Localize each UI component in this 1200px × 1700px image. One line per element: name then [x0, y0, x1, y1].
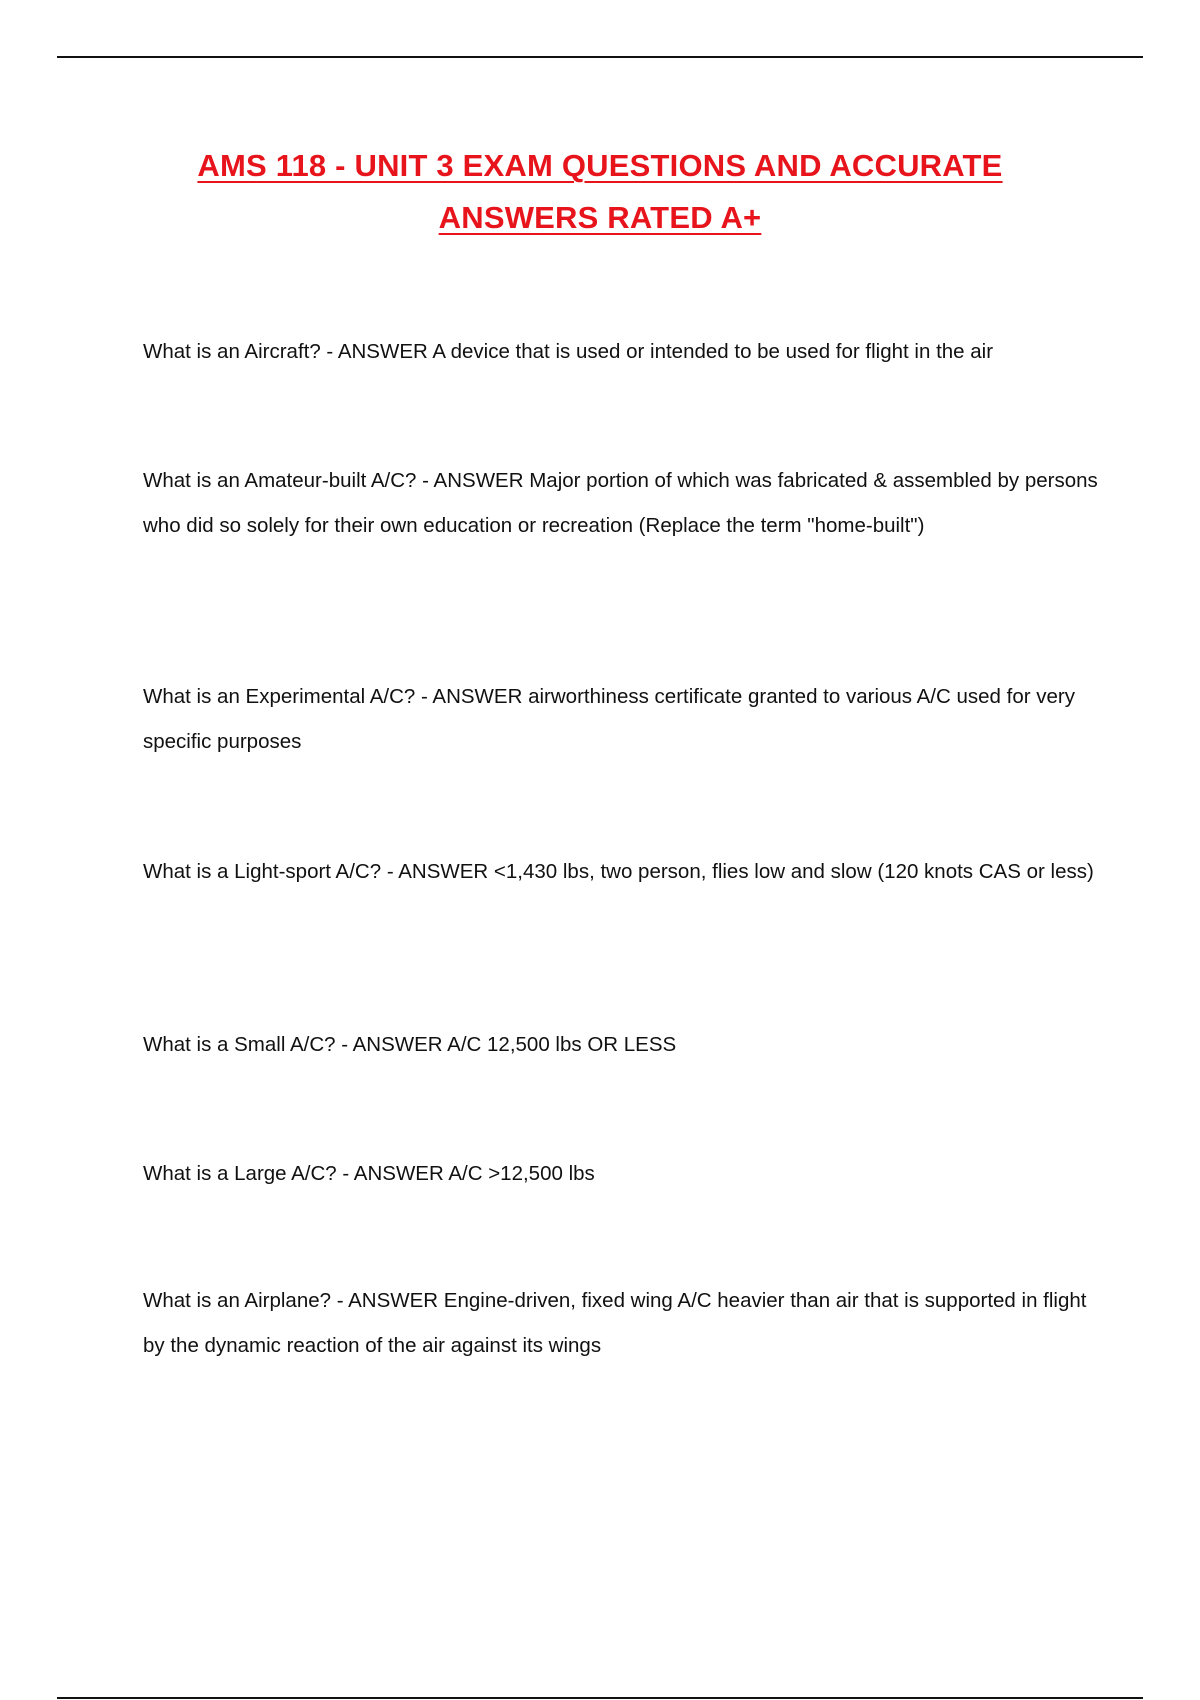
title-line-1: AMS 118 - UNIT 3 EXAM QUESTIONS AND ACCURATE: [197, 148, 1003, 183]
title-line-2: ANSWERS RATED A+: [438, 200, 762, 235]
qa-item-airplane: What is an Airplane? - ANSWER Engine-driven, fixed wing A/C heavier than air that is supported in flight by the dynamic reaction of the air against its wings: [143, 1289, 1087, 1357]
qa-item-large-aircraft: What is a Large A/C? - ANSWER A/C >12,500 lbs: [143, 1162, 595, 1185]
qa-item-amateur-built: What is an Amateur-built A/C? - ANSWER Major portion of which was fabricated & assembled by persons who did so solely for their own education or recreation (Replace the term "home-built"): [143, 469, 1098, 537]
qa-item-aircraft: What is an Aircraft? - ANSWER A device that is used or intended to be used for flight in the air: [143, 340, 994, 363]
document-title: [100, 140, 1100, 244]
qa-item-light-sport: What is a Light-sport A/C? - ANSWER <1,430 lbs, two person, flies low and slow (120 knots CAS or less): [143, 860, 1094, 883]
qa-item-small-aircraft: What is a Small A/C? - ANSWER A/C 12,500 lbs OR LESS: [143, 1033, 677, 1056]
bottom-rule: [57, 1697, 1143, 1699]
top-rule: [57, 56, 1143, 58]
qa-item-experimental: What is an Experimental A/C? - ANSWER airworthiness certificate granted to various A/C used for very specific purposes: [143, 685, 1075, 753]
